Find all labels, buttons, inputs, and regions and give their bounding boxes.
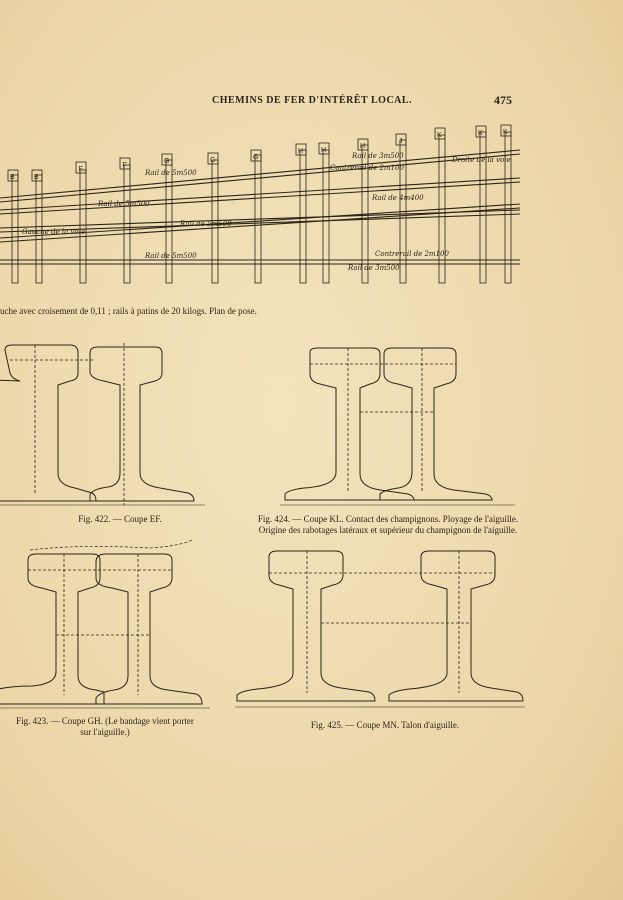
section-letter: F xyxy=(122,162,127,169)
section-letter: K xyxy=(437,132,442,139)
rail-label: Rail de 3m500 xyxy=(352,152,404,160)
section-markers xyxy=(8,125,511,181)
section-letter: H xyxy=(321,147,327,154)
fig422-caption: Fig. 422. — Coupe EF. xyxy=(78,514,162,524)
section-letter: B xyxy=(34,174,39,181)
fig424-caption-line2: Origine des rabotages latéraux et supérieur du champignon de l'aiguille. xyxy=(258,525,518,535)
section-letter: H xyxy=(360,143,366,150)
section-letter: G xyxy=(210,157,216,164)
plan-caption: uche avec croisement de 0,11 ; rails à patins de 20 kilogs. Plan de pose. xyxy=(0,306,257,316)
fig424-caption-line1: Fig. 424. — Coupe KL. Contact des champignons. Ployage de l'aiguille. xyxy=(257,514,519,524)
section-letter: J xyxy=(399,138,403,145)
section-letter: K xyxy=(503,129,508,136)
rail-label: Rail de 5m500 xyxy=(98,200,150,208)
section-letter: G xyxy=(253,154,259,161)
section-letter: B xyxy=(10,174,15,181)
rail-label: Contrerail de 2m100 xyxy=(375,250,449,258)
rail-label: Rail de 4m400 xyxy=(372,194,424,202)
fig425-caption: Fig. 425. — Coupe MN. Talon d'aiguille. xyxy=(310,720,460,730)
fig423-rail-section xyxy=(0,540,215,712)
rail-label: Rail de 5m500 xyxy=(180,220,232,228)
fig423-caption-line2: sur l'aiguille.) xyxy=(80,727,130,737)
section-letter: H xyxy=(298,148,304,155)
rail-label: Contrerail de 2m100 xyxy=(330,164,404,172)
fig422-rail-section xyxy=(0,335,210,510)
section-letter: F xyxy=(78,166,83,173)
track-layout-plan xyxy=(0,120,623,290)
rail-label: Rail de 5m500 xyxy=(145,169,197,177)
section-letter: K xyxy=(478,130,483,137)
running-title: CHEMINS DE FER D'INTÉRÊT LOCAL. xyxy=(212,95,413,106)
section-letter: G xyxy=(164,158,170,165)
rail-label: Droite de la voie xyxy=(452,156,511,164)
rail-label: Gauche de la voie xyxy=(22,228,86,236)
fig424-rail-section xyxy=(280,342,520,510)
fig424-caption xyxy=(228,514,548,536)
rail-label: Rail de 5m500 xyxy=(145,252,197,260)
fig423-caption xyxy=(0,716,210,738)
fig423-caption-line1: Fig. 423. — Coupe GH. (Le bandage vient porter xyxy=(16,716,194,726)
page-number: 475 xyxy=(494,93,512,107)
fig425-rail-section xyxy=(235,545,525,712)
rail-labels xyxy=(22,152,511,272)
rail-label: Rail de 3m500 xyxy=(348,264,400,272)
